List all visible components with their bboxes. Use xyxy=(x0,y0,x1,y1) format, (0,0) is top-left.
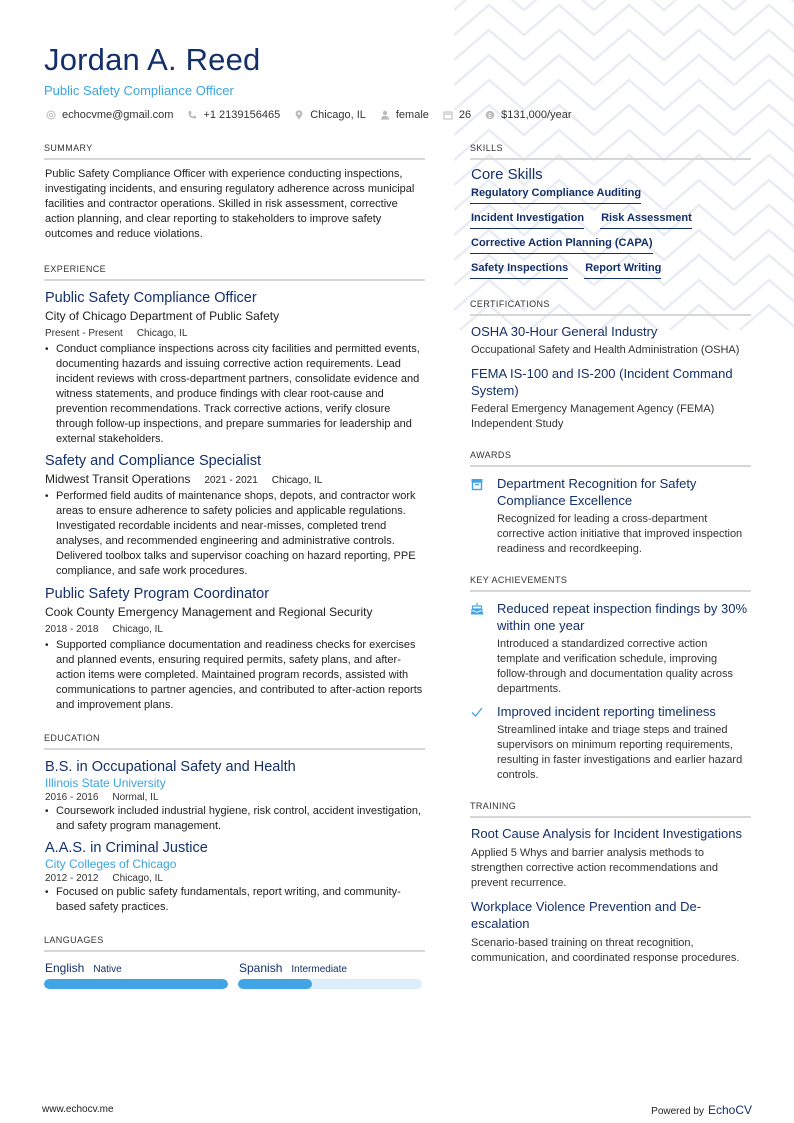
money-icon xyxy=(485,110,495,120)
award-description: Recognized for leading a cross-department corrective action initiative that improved inspection readiness and recordkeeping. xyxy=(497,513,743,555)
education-school: Illinois State University xyxy=(45,776,166,790)
skill-tag: Incident Investigation xyxy=(470,212,584,229)
languages-section-title: LANGUAGES xyxy=(44,935,425,952)
education-dates: 2012 - 2012 xyxy=(45,873,99,884)
awards-section-title: AWARDS xyxy=(470,450,751,467)
job-location: Chicago, IL xyxy=(112,624,163,635)
education-entry xyxy=(44,758,425,834)
education-bullet: • Focused on public safety fundamentals, report writing, and community-based safety practices. xyxy=(44,885,425,915)
achievements-section-title: KEY ACHIEVEMENTS xyxy=(470,575,751,592)
contact-age-text: 26 xyxy=(458,109,472,121)
achievement-title: Reduced repeat inspection findings by 30% within one year xyxy=(497,601,748,633)
location-icon xyxy=(294,110,304,120)
contact-age xyxy=(443,109,471,121)
achievement-body xyxy=(497,600,751,697)
training-title: Workplace Violence Prevention and De-escalation xyxy=(471,899,702,931)
job-title: Public Safety Program Coordinator xyxy=(45,586,270,602)
education-degree: B.S. in Occupational Safety and Health xyxy=(45,759,296,775)
skills-section-title: SKILLS xyxy=(470,143,751,160)
job-dates: 2021 - 2021 xyxy=(204,475,258,486)
candidate-name: Jordan A. Reed xyxy=(44,42,261,77)
education-bullets xyxy=(44,804,425,834)
certification-name: OSHA 30-Hour General Industry xyxy=(471,324,658,339)
languages-list xyxy=(44,961,425,989)
job-title: Public Safety Compliance Officer xyxy=(45,290,257,306)
job-dates: Present - Present xyxy=(45,328,123,339)
job-bullet: • Performed field audits of maintenance shops, depots, and contractor work areas to ensure adherence to safety policies and applicable regulations. Investigated recordable incidents and near-misses, completed trend analyses, and recommended engineering and administrative controls. Delivered toolbox talks and supervisor coaching on hazard reporting, PPE compliance, and safe work procedures. xyxy=(44,489,425,579)
language-header xyxy=(238,961,422,975)
contact-email-text: echocvme@gmail.com xyxy=(62,109,174,121)
language-proficiency-fill xyxy=(44,979,228,989)
certification-item xyxy=(470,323,751,358)
contact-location xyxy=(294,109,366,121)
training-item xyxy=(470,825,751,891)
language-header xyxy=(44,961,228,975)
language-proficiency-bar xyxy=(238,979,422,989)
certification-issuer: Federal Emergency Management Agency (FEMA) Independent Study xyxy=(471,403,715,430)
job-meta xyxy=(44,624,425,635)
contact-bar xyxy=(46,109,586,121)
education-bullets xyxy=(44,885,425,915)
job-bullets xyxy=(44,342,425,447)
contact-salary-text: $131,000/year xyxy=(501,109,572,121)
achievement-body xyxy=(497,703,751,783)
education-dates: 2016 - 2016 xyxy=(45,792,99,803)
svg-text:$: $ xyxy=(488,111,493,120)
certification-item xyxy=(470,365,751,432)
skills-group-title: Core Skills xyxy=(471,166,543,183)
training-item xyxy=(470,898,751,966)
contact-phone[interactable] xyxy=(187,109,280,121)
achievement-item xyxy=(470,703,751,783)
left-column xyxy=(44,143,425,989)
job-company: Cook County Emergency Management and Regional Security xyxy=(45,605,373,619)
achievement-title: Improved incident reporting timeliness xyxy=(497,704,716,719)
job-company: City of Chicago Department of Public Safety xyxy=(45,309,280,323)
contact-phone-text: +1 2139156465 xyxy=(203,109,281,121)
job-bullets xyxy=(44,638,425,713)
education-meta xyxy=(44,873,425,884)
job-entry xyxy=(44,585,425,713)
award-body xyxy=(497,475,751,557)
email-icon xyxy=(46,110,56,120)
award-box-icon xyxy=(470,477,484,491)
education-location: Chicago, IL xyxy=(112,873,163,884)
language-level: Intermediate xyxy=(291,964,347,975)
job-meta xyxy=(44,328,425,339)
job-bullets xyxy=(44,489,425,579)
job-dates: 2018 - 2018 xyxy=(45,624,99,635)
language-name: English xyxy=(45,961,85,975)
job-company: Midwest Transit Operations xyxy=(45,472,191,486)
training-description: Applied 5 Whys and barrier analysis methods to strengthen corrective action recommendations and prevent recurrence. xyxy=(471,847,719,889)
job-entry xyxy=(44,452,425,579)
summary-text: Public Safety Compliance Officer with experience conducting inspections, investigating incidents, and ensuring regulatory adherence across municipal facilities and contractor operations. Skilled in risk assessment, corrective action planning, and clear reporting to stakeholders to improve safety outcomes and reduce violations. xyxy=(45,168,415,240)
footer-website[interactable]: www.echocv.me xyxy=(42,1104,114,1115)
award-title: Department Recognition for Safety Compliance Excellence xyxy=(497,476,697,508)
certification-name: FEMA IS-100 and IS-200 (Incident Command System) xyxy=(471,366,733,398)
person-icon xyxy=(380,110,390,120)
education-meta xyxy=(44,792,425,803)
checkmark-icon xyxy=(470,705,484,719)
contact-gender xyxy=(380,109,429,121)
job-location: Chicago, IL xyxy=(136,328,188,339)
job-entry xyxy=(44,289,425,447)
footer-powered-by: Powered by xyxy=(651,1106,704,1117)
contact-salary xyxy=(485,109,571,121)
summary-section-title: SUMMARY xyxy=(44,143,425,160)
education-school: City Colleges of Chicago xyxy=(45,857,177,871)
skill-tag: Risk Assessment xyxy=(600,212,692,229)
right-column xyxy=(470,143,751,966)
experience-section-title: EXPERIENCE xyxy=(44,264,425,281)
contact-location-text: Chicago, IL xyxy=(310,109,366,121)
skill-tag: Regulatory Compliance Auditing xyxy=(470,187,641,204)
education-location: Normal, IL xyxy=(112,792,159,803)
job-bullet: • Supported compliance documentation and readiness checks for exercises and planned events, ensuring required permits, safety plans, and after-action items were completed. Maintained program records, assisted with communications to partner agencies, and contributed to after-action reports and improvement plans. xyxy=(44,638,425,713)
contact-email[interactable] xyxy=(46,109,173,121)
footer-branding xyxy=(651,1103,752,1117)
award-item xyxy=(470,475,751,557)
skill-tag: Report Writing xyxy=(584,262,661,279)
achievement-description: Streamlined intake and triage steps and trained supervisors on minimum reporting requirements, resulting in faster investigations and earlier hazard controls. xyxy=(497,724,743,781)
job-bullet: • Conduct compliance inspections across city facilities and permitted events, documenting hazards and issuing corrective action requirements. Lead incident reviews with cross-department partners, consolidate evidence and witness statements, and produce findings with clear root-cause and prevention recommendations. Track corrective actions, verify closure through follow-up inspections, and prepare summaries for leadership and external stakeholders. xyxy=(44,342,425,447)
education-section-title: EDUCATION xyxy=(44,733,425,750)
training-section-title: TRAINING xyxy=(470,801,751,818)
skills-list xyxy=(470,187,751,287)
training-title: Root Cause Analysis for Incident Investigations xyxy=(471,826,742,841)
candidate-role: Public Safety Compliance Officer xyxy=(44,83,234,98)
achievement-description: Introduced a standardized corrective action template and verification schedule, improving follow-through and documentation quality across departments. xyxy=(497,638,734,695)
calendar-icon xyxy=(443,110,453,120)
language-name: Spanish xyxy=(239,961,283,975)
language-item xyxy=(44,961,228,989)
language-level: Native xyxy=(93,964,122,975)
job-location: Chicago, IL xyxy=(271,475,323,486)
certifications-section-title: CERTIFICATIONS xyxy=(470,299,751,316)
education-degree: A.A.S. in Criminal Justice xyxy=(45,840,208,856)
skill-tag: Corrective Action Planning (CAPA) xyxy=(470,237,653,254)
job-company-row xyxy=(44,472,425,486)
job-title: Safety and Compliance Specialist xyxy=(45,453,262,469)
training-description: Scenario-based training on threat recognition, communication, and coordinated response procedures. xyxy=(471,937,740,964)
language-proficiency-fill xyxy=(238,979,312,989)
contact-gender-text: female xyxy=(395,109,429,121)
cake-icon xyxy=(470,602,484,616)
language-proficiency-bar xyxy=(44,979,228,989)
skill-tag: Safety Inspections xyxy=(470,262,568,279)
education-entry xyxy=(44,839,425,915)
achievement-item xyxy=(470,600,751,697)
education-bullet: • Coursework included industrial hygiene, risk control, accident investigation, and safety program management. xyxy=(44,804,425,834)
phone-icon xyxy=(187,110,197,120)
footer-brand[interactable]: EchoCV xyxy=(707,1103,752,1117)
language-item xyxy=(238,961,422,989)
certification-issuer: Occupational Safety and Health Administration (OSHA) xyxy=(471,344,740,356)
